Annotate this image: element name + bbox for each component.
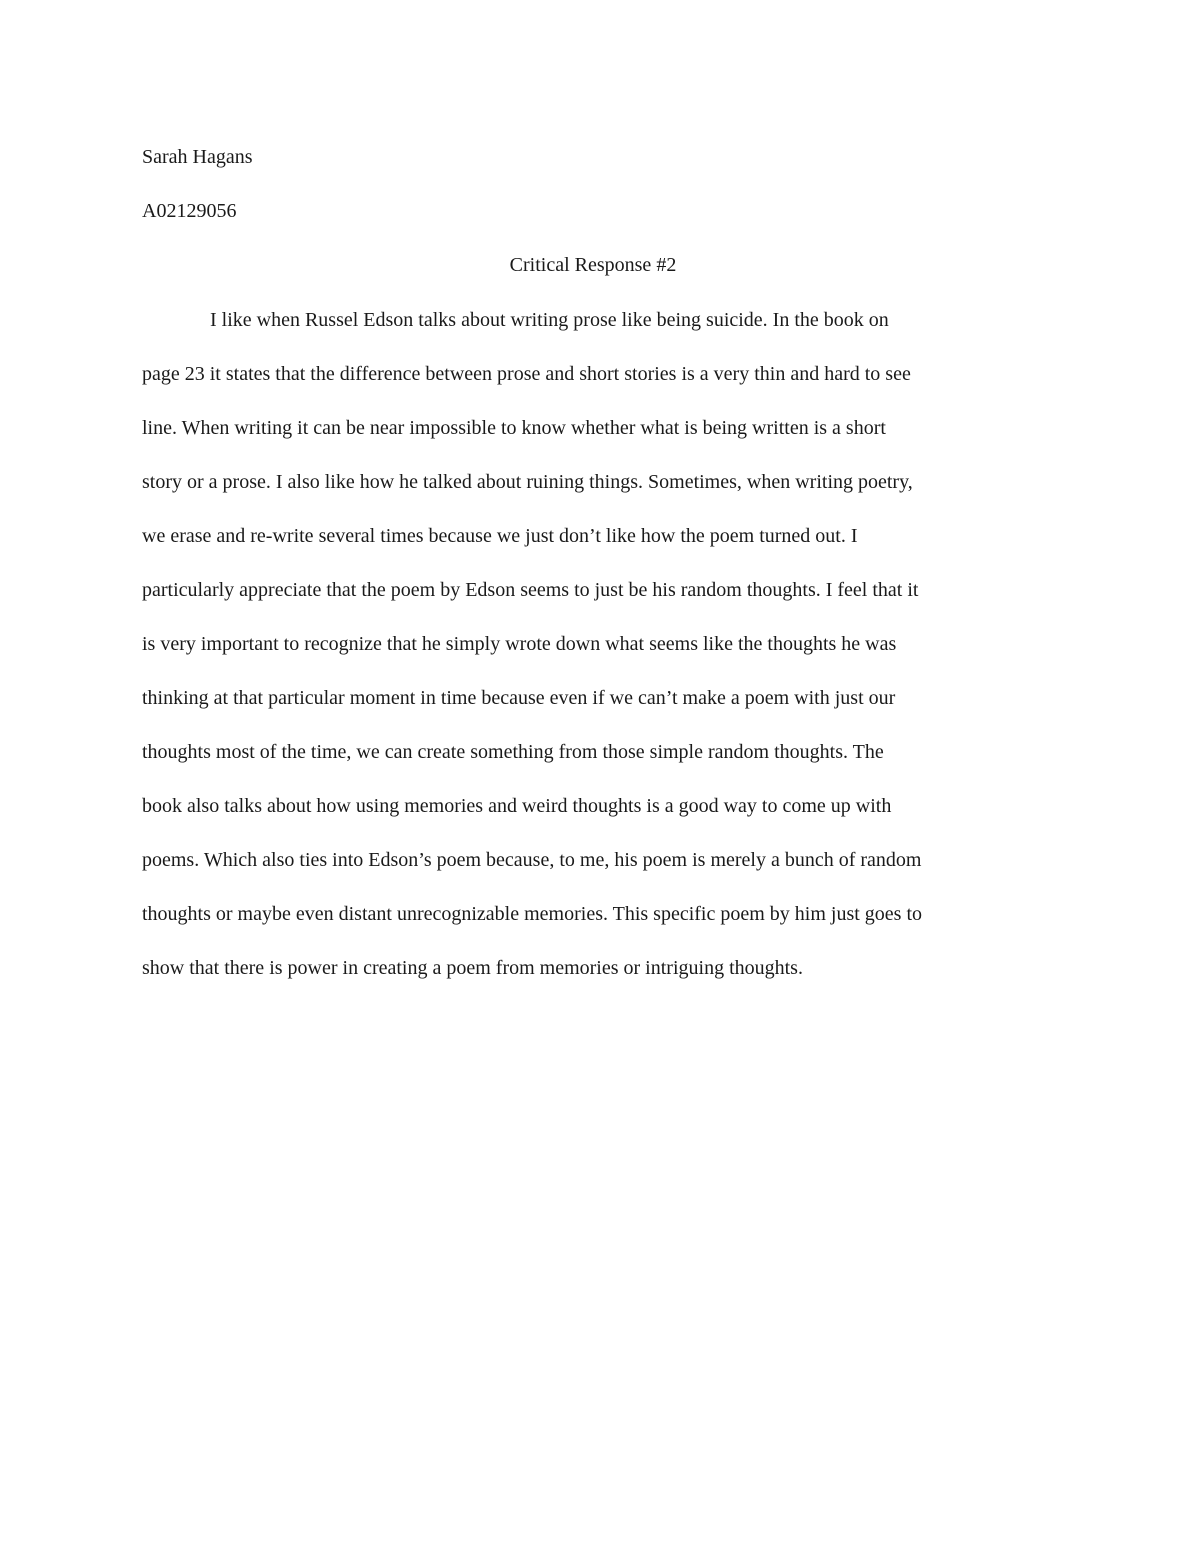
paragraph-line: thinking at that particular moment in time because even if we can’t make a poem with just our (142, 687, 896, 709)
student-id: A02129056 (142, 200, 237, 222)
paragraph-line: thoughts most of the time, we can create something from those simple random thoughts. The (142, 741, 884, 763)
paragraph-line: is very important to recognize that he simply wrote down what seems like the thoughts he was (142, 633, 897, 655)
author-name: Sarah Hagans (142, 146, 253, 168)
paragraph-line: thoughts or maybe even distant unrecognizable memories. This specific poem by him just goes to (142, 903, 923, 925)
paragraph-line: I like when Russel Edson talks about writing prose like being suicide. In the book on (210, 309, 889, 331)
document-title: Critical Response #2 (509, 254, 677, 276)
paragraph-line: show that there is power in creating a poem from memories or intriguing thoughts. (142, 957, 803, 979)
paragraph-line: we erase and re-write several times because we just don’t like how the poem turned out. I (142, 525, 858, 547)
paragraph-line: page 23 it states that the difference between prose and short stories is a very thin and hard to see (142, 363, 911, 385)
paragraph-line: particularly appreciate that the poem by Edson seems to just be his random thoughts. I feel that it (142, 579, 919, 601)
paragraph-line: story or a prose. I also like how he talked about ruining things. Sometimes, when writing poetry, (142, 471, 913, 493)
paragraph-line: poems. Which also ties into Edson’s poem because, to me, his poem is merely a bunch of random (142, 849, 922, 871)
paragraph-line: book also talks about how using memories and weird thoughts is a good way to come up with (142, 795, 892, 817)
paragraph-line: line. When writing it can be near impossible to know whether what is being written is a short (142, 417, 886, 439)
